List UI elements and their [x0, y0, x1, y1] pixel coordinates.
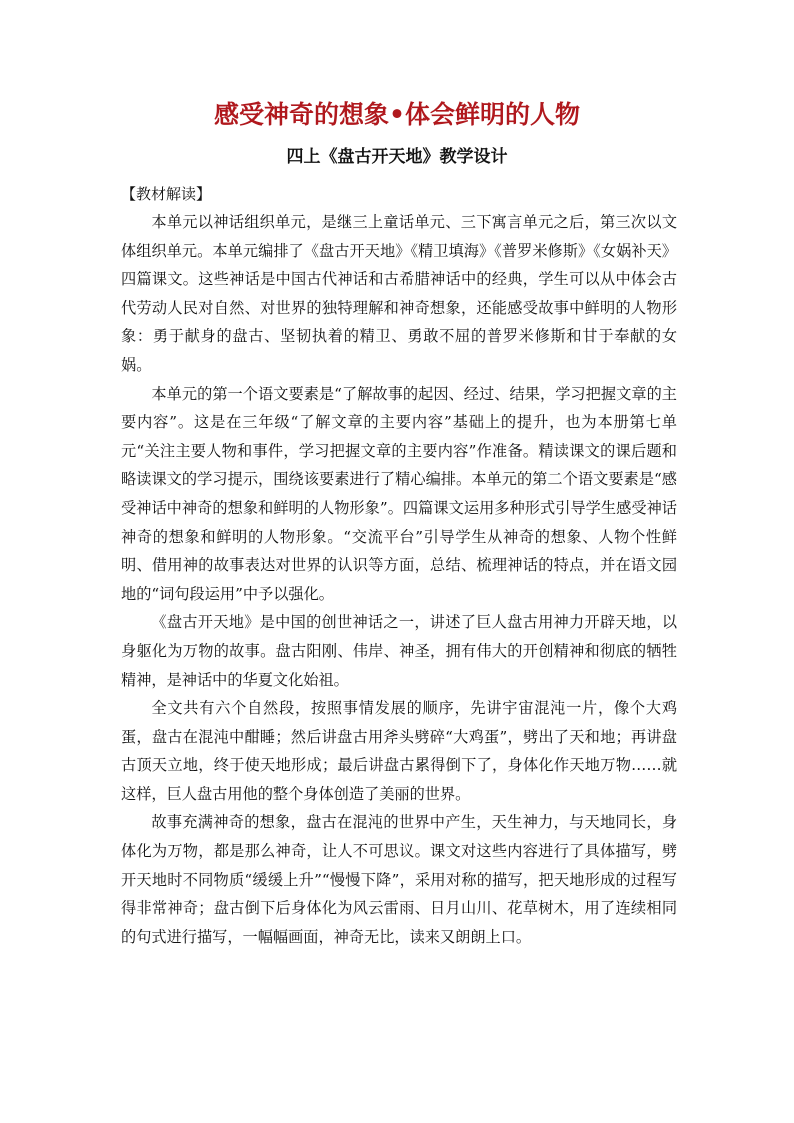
paragraph-4: 全文共有六个自然段，按照事情发展的顺序，先讲宇宙混沌一片，像个大鸡蛋，盘古在混沌中酣睡；然后讲盘古用斧头劈碎“大鸡蛋”，劈出了天和地；再讲盘古顶天立地，终于使天地形成；最后讲盘古累得倒下了，身体化作天地万物……就这样，巨人盘古用他的整个身体创造了美丽的世界。 [121, 699, 677, 803]
page-subtitle: 四上《盘古开天地》教学设计 [286, 147, 508, 167]
paragraph-3: 《盘古开天地》是中国的创世神话之一，讲述了巨人盘古用神力开辟天地，以身躯化为万物的故事。盘古阳刚、伟岸、神圣，拥有伟大的开创精神和彻底的牺牲精神，是神话中的华夏文化始祖。 [121, 613, 677, 689]
body-text [121, 208, 677, 951]
paragraph-5: 故事充满神奇的想象，盘古在混沌的世界中产生，天生神力，与天地同长，身体化为万物，都是那么神奇，让人不可思议。课文对这些内容进行了具体描写，劈开天地时不同物质“缓缓上升”“慢慢下降”，采用对称的描写，把天地形成的过程写得非常神奇；盘古倒下后身体化为风云雷雨、日月山川、花草树木，用了连续相同的句式进行描写，一幅幅画面，神奇无比，读来又朗朗上口。 [121, 813, 677, 946]
page-title: 感受神奇的想象•体会鲜明的人物 [214, 100, 580, 129]
paragraph-1: 本单元以神话组织单元，是继三上童话单元、三下寓言单元之后，第三次以文体组织单元。本单元编排了《盘古开天地》《精卫填海》《普罗米修斯》《女娲补天》四篇课文。这些神话是中国古代神话和古希腊神话中的经典，学生可以从中体会古代劳动人民对自然、对世界的独特理解和神奇想象，还能感受故事中鲜明的人物形象：勇于献身的盘古、坚韧执着的精卫、勇敢不屈的普罗米修斯和甘于奉献的女娲。 [121, 213, 677, 374]
section-heading-textbook-analysis: 【教材解读】 [121, 185, 212, 203]
paragraph-2: 本单元的第一个语文要素是“了解故事的起因、经过、结果，学习把握文章的主要内容”。这是在三年级“了解文章的主要内容”基础上的提升，也为本册第七单元“关注主要人物和事件，学习把握文章的主要内容”作准备。精读课文的课后题和略读课文的学习提示，围绕该要素进行了精心编排。本单元的第二个语文要素是“感受神话中神奇的想象和鲜明的人物形象”。四篇课文运用多种形式引导学生感受神话神奇的想象和鲜明的人物形象。“交流平台”引导学生从神奇的想象、人物个性鲜明、借用神的故事表达对世界的认识等方面，总结、梳理神话的特点，并在语文园地的“词句段运用”中予以强化。 [121, 384, 677, 603]
